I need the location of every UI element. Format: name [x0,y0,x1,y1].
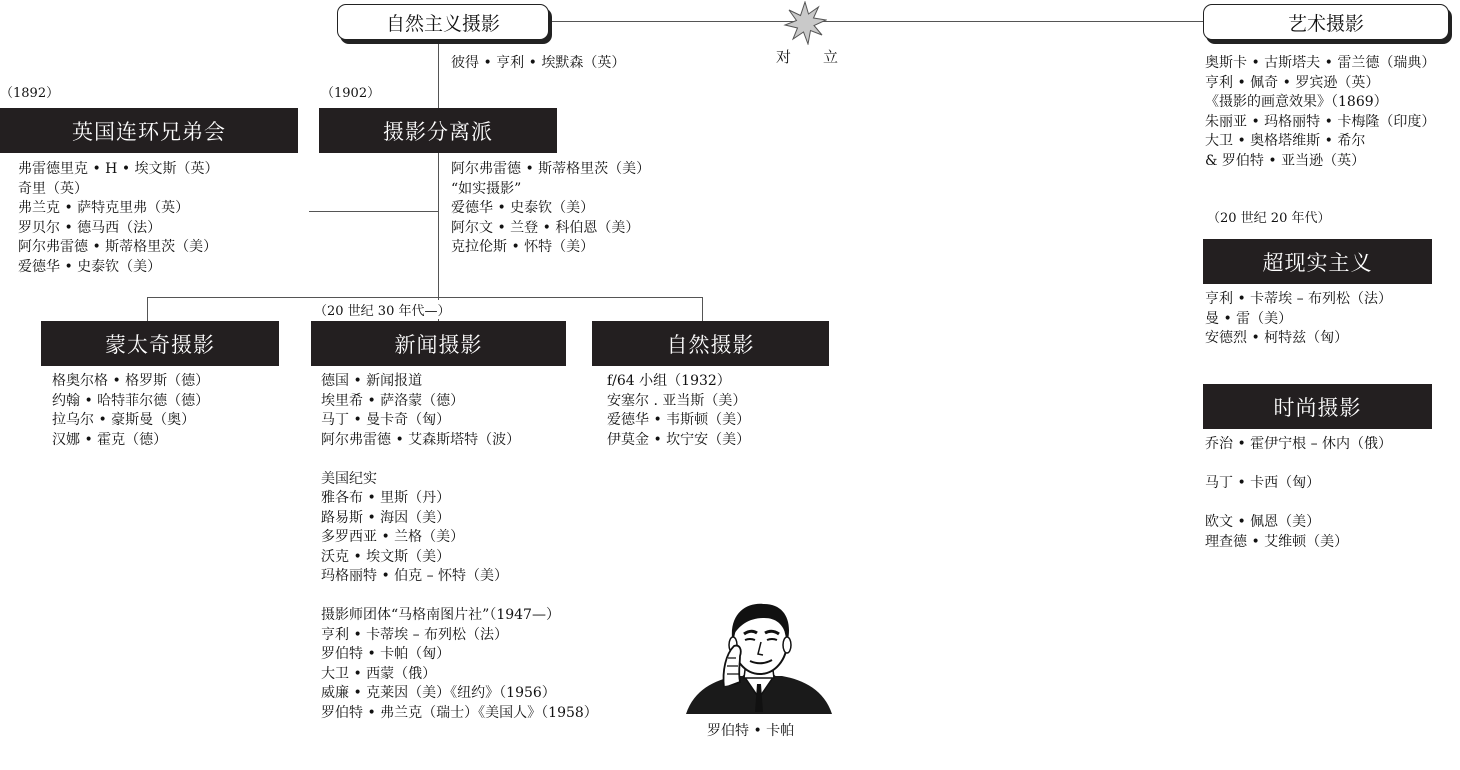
versus-char-1: 对 [776,48,792,66]
list-item: 理查德 • 艾维顿（美） [1205,533,1349,550]
list-item: 爱德华 • 史泰钦（美） [18,258,162,275]
list-item: 克拉伦斯 • 怀特（美） [451,239,595,255]
portrait-caption: 罗伯特 • 卡帕 [707,723,795,739]
list-item: 爱德华 • 韦斯顿（美） [607,412,751,428]
era-bracket-line [147,297,703,298]
list-item: 汉娜 • 霍克（德） [52,431,168,448]
list-item: 乔治 • 霍伊宁根 – 休内（俄） [1205,436,1393,452]
list-item: 约翰 • 哈特菲尔德（德） [52,392,210,409]
news-box [311,321,566,366]
list-item: 阿尔弗雷德 • 斯蒂格里茨（美） [18,239,218,255]
list-item: 格奥尔格 • 格罗斯（德） [52,373,210,389]
list-item: 拉乌尔 • 豪斯曼（奥） [52,412,196,428]
list-item: 威廉 • 克莱因（美）《纽约》（1956） [321,685,556,701]
news-title: 新闻摄影 [394,332,483,357]
list-item: 亨利 • 佩奇 • 罗宾逊（英） [1205,74,1380,91]
list-item: 朱丽亚 • 玛格丽特 • 卡梅隆（印度） [1205,113,1436,130]
secession-title: 摄影分离派 [383,119,493,144]
list-item: 大卫 • 西蒙（俄） [321,665,437,682]
art-photography-box [1203,4,1449,40]
naturalism-box [337,4,549,40]
list-item: 亨利 • 卡蒂埃 – 布列松（法） [1205,291,1393,307]
portrait-illustration-icon [684,598,834,716]
montage-box [41,321,279,366]
list-item: f/64 小组（1932） [607,373,731,389]
art-list [1205,54,1435,171]
list-item: 奇里（英） [18,180,88,197]
list-item: 欧文 • 佩恩（美） [1205,514,1321,530]
list-item: 阿尔文 • 兰登 • 科伯恩（美） [451,219,640,236]
brotherhood-year: （1892） [0,86,60,101]
era-30s-label: （20 世纪 30 年代—） [312,300,452,319]
surreal-year: （20 世纪 20 年代） [1207,211,1331,226]
list-item: 伊莫金 • 坎宁安（美） [607,431,751,448]
natural-list [607,372,750,450]
opposition-line [548,21,1203,22]
news-list [321,372,598,723]
list-item: 《摄影的画意效果》（1869） [1205,94,1388,110]
list-item: “如实摄影” [451,180,522,197]
list-item: 安德烈 • 柯特兹（匈） [1205,330,1349,346]
trunk-line [438,41,439,298]
list-item: 弗雷德里克 • H • 埃文斯（英） [18,161,219,177]
list-item: 马丁 • 卡西（匈） [1205,475,1321,491]
naturalism-title: 自然主义摄影 [385,12,500,35]
fashion-list [1205,435,1392,552]
list-item: 亨利 • 卡蒂埃 – 布列松（法） [321,626,509,643]
list-item: 奥斯卡 • 古斯塔夫 • 雷兰德（瑞典） [1205,55,1436,71]
surreal-title: 超现实主义 [1262,250,1373,275]
secession-box [319,108,557,153]
list-item: 埃里希 • 萨洛蒙（德） [321,392,465,409]
versus-char-2: 立 [823,48,839,66]
fashion-box [1203,384,1432,429]
list-item: 路易斯 • 海因（美） [321,509,451,526]
list-item: 玛格丽特 • 伯克 – 怀特（美） [321,568,509,584]
list-item: 安塞尔 . 亚当斯（美） [607,392,747,409]
brotherhood-branch-line [309,211,439,212]
list-item: & 罗伯特 • 亚当逊（英） [1205,152,1366,169]
list-item: 雅各布 • 里斯（丹） [321,490,451,506]
list-item: 德国 • 新闻报道 [321,373,423,389]
brotherhood-list [18,160,219,277]
list-item: 曼 • 雷（美） [1205,310,1293,327]
brotherhood-title: 英国连环兄弟会 [72,119,226,144]
secession-year: （1902） [321,86,381,101]
list-item: 沃克 • 埃文斯（美） [321,548,451,565]
montage-drop-line [147,297,148,322]
list-item: 阿尔弗雷德 • 斯蒂格里茨（美） [451,161,651,177]
list-item: 美国纪实 [321,470,377,487]
brotherhood-box [0,108,298,153]
list-item: 罗伯特 • 卡帕（匈） [321,646,451,662]
list-item: 弗兰克 • 萨特克里弗（英） [18,200,190,216]
montage-list [52,372,209,450]
list-item: 摄影师团体“马格南图片社”（1947—） [321,607,560,623]
fashion-title: 时尚摄影 [1273,395,1362,420]
list-item: 大卫 • 奥格塔维斯 • 希尔 [1205,133,1366,149]
natural-title: 自然摄影 [666,332,755,357]
list-item: 阿尔弗雷德 • 艾森斯塔特（波） [321,431,521,448]
surreal-list [1205,290,1392,349]
art-photography-title: 艺术摄影 [1287,12,1364,35]
natural-drop-line [702,297,703,322]
natural-box [592,321,829,366]
starburst-icon [783,1,827,45]
secession-list [451,160,650,258]
list-item: 罗伯特 • 弗兰克（瑞士）《美国人》（1958） [321,704,598,721]
montage-title: 蒙太奇摄影 [105,332,215,357]
list-item: 马丁 • 曼卡奇（匈） [321,412,451,428]
list-item: 爱德华 • 史泰钦（美） [451,200,595,216]
surreal-box [1203,239,1432,284]
list-item: 罗贝尔 • 德马西（法） [18,219,162,236]
list-item: 多罗西亚 • 兰格（美） [321,529,465,545]
naturalism-person: 彼得 • 亨利 • 埃默森（英） [451,55,626,71]
